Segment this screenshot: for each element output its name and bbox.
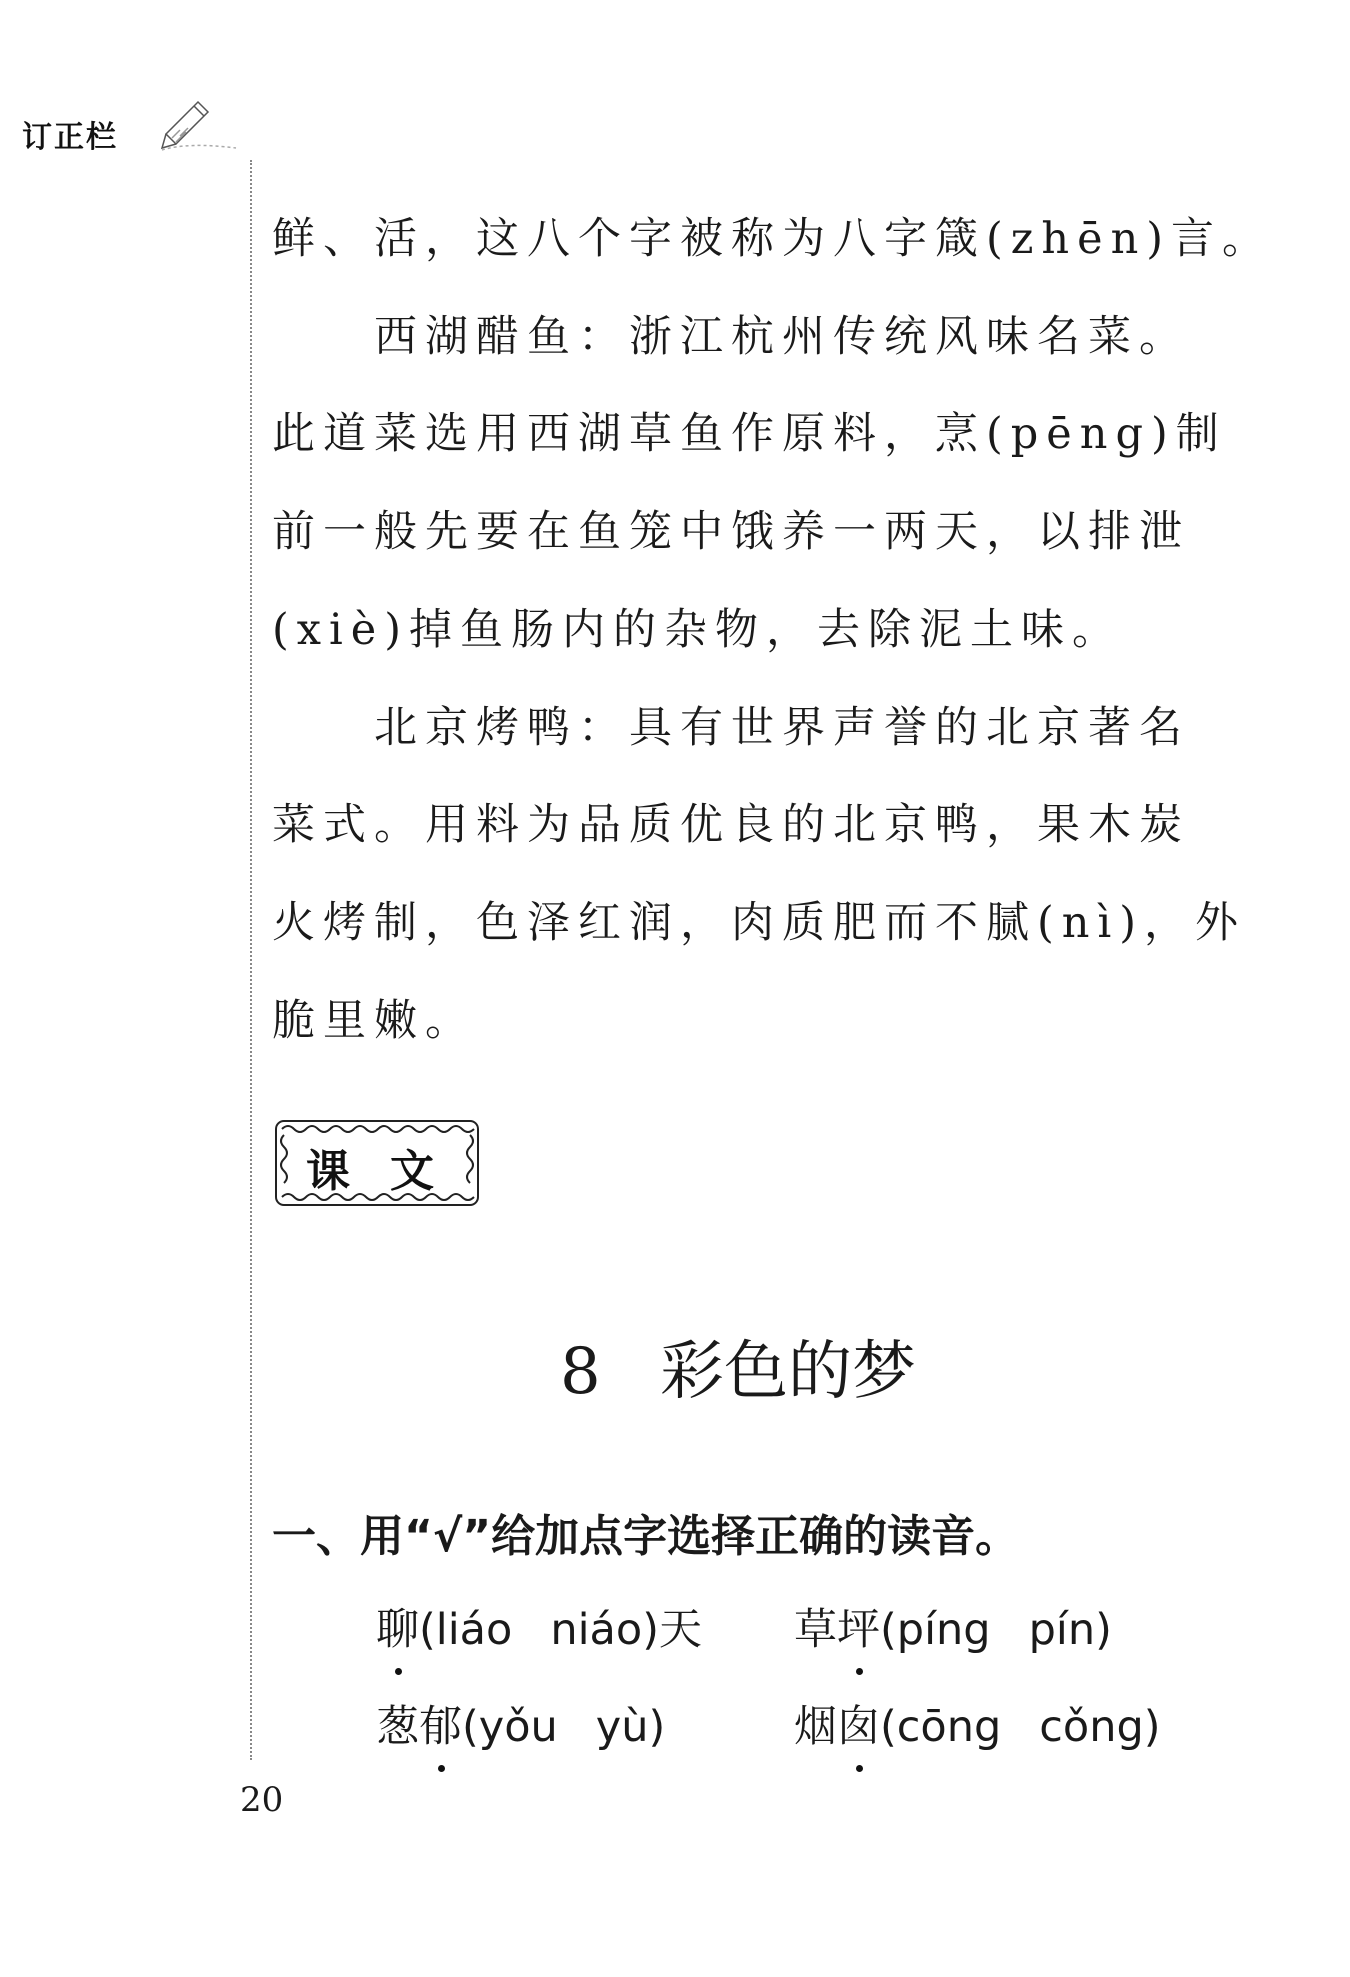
dotted-character: 郁: [419, 1693, 462, 1754]
pencil-icon: [158, 92, 238, 152]
pinyin-option[interactable]: píng: [896, 1605, 991, 1655]
body-line: 西湖醋鱼：浙江杭州传统风味名菜。: [272, 312, 1190, 362]
pronunciation-item: 聊(liáo niáo)天: [376, 1596, 702, 1657]
pronunciation-item: 烟囱(cōng cǒng): [794, 1693, 1161, 1754]
page-number: 20: [240, 1780, 284, 1820]
pinyin-option[interactable]: liáo: [435, 1605, 513, 1655]
section-badge-label: 课文: [306, 1146, 474, 1197]
pinyin-option[interactable]: cǒng: [1039, 1702, 1144, 1752]
dotted-character: 囱: [837, 1693, 880, 1754]
pinyin-option[interactable]: pín: [1028, 1605, 1096, 1655]
pronunciation-item: 草坪(píng pín): [794, 1596, 1112, 1657]
lesson-number: 8: [560, 1335, 601, 1409]
dotted-character: 聊: [376, 1596, 419, 1657]
question-heading: 一、用“√”给加点字选择正确的读音。: [272, 1511, 1020, 1562]
pinyin-option[interactable]: yù: [595, 1702, 649, 1752]
lesson-name: 彩色的梦: [660, 1335, 916, 1409]
body-line: 菜式。用料为品质优良的北京鸭，果木炭: [272, 800, 1190, 850]
body-line: 此道菜选用西湖草鱼作原料，烹(pēng)制: [272, 409, 1227, 459]
pronunciation-item: 葱郁(yǒu yù): [376, 1693, 665, 1754]
body-line: 鲜、活，这八个字被称为八字箴(zhēn)言。: [272, 214, 1274, 264]
body-line: 火烤制，色泽红润，肉质肥而不腻(nì)，外: [272, 898, 1246, 948]
pinyin-option[interactable]: yǒu: [478, 1702, 558, 1752]
lesson-title: [560, 1320, 916, 1412]
pinyin-option[interactable]: niáo: [550, 1605, 643, 1655]
pinyin-option[interactable]: cōng: [896, 1702, 1002, 1752]
correction-column-label: 订正栏: [22, 120, 118, 155]
body-line: (xiè)掉鱼肠内的杂物，去除泥土味。: [272, 605, 1124, 655]
body-line: 北京烤鸭：具有世界声誉的北京著名: [272, 703, 1190, 753]
dotted-character: 坪: [837, 1596, 880, 1657]
margin-divider: [250, 160, 252, 1760]
body-line: 脆里嫩。: [272, 996, 476, 1046]
section-badge-text: [272, 1117, 482, 1213]
body-line: 前一般先要在鱼笼中饿养一两天，以排泄: [272, 507, 1190, 557]
